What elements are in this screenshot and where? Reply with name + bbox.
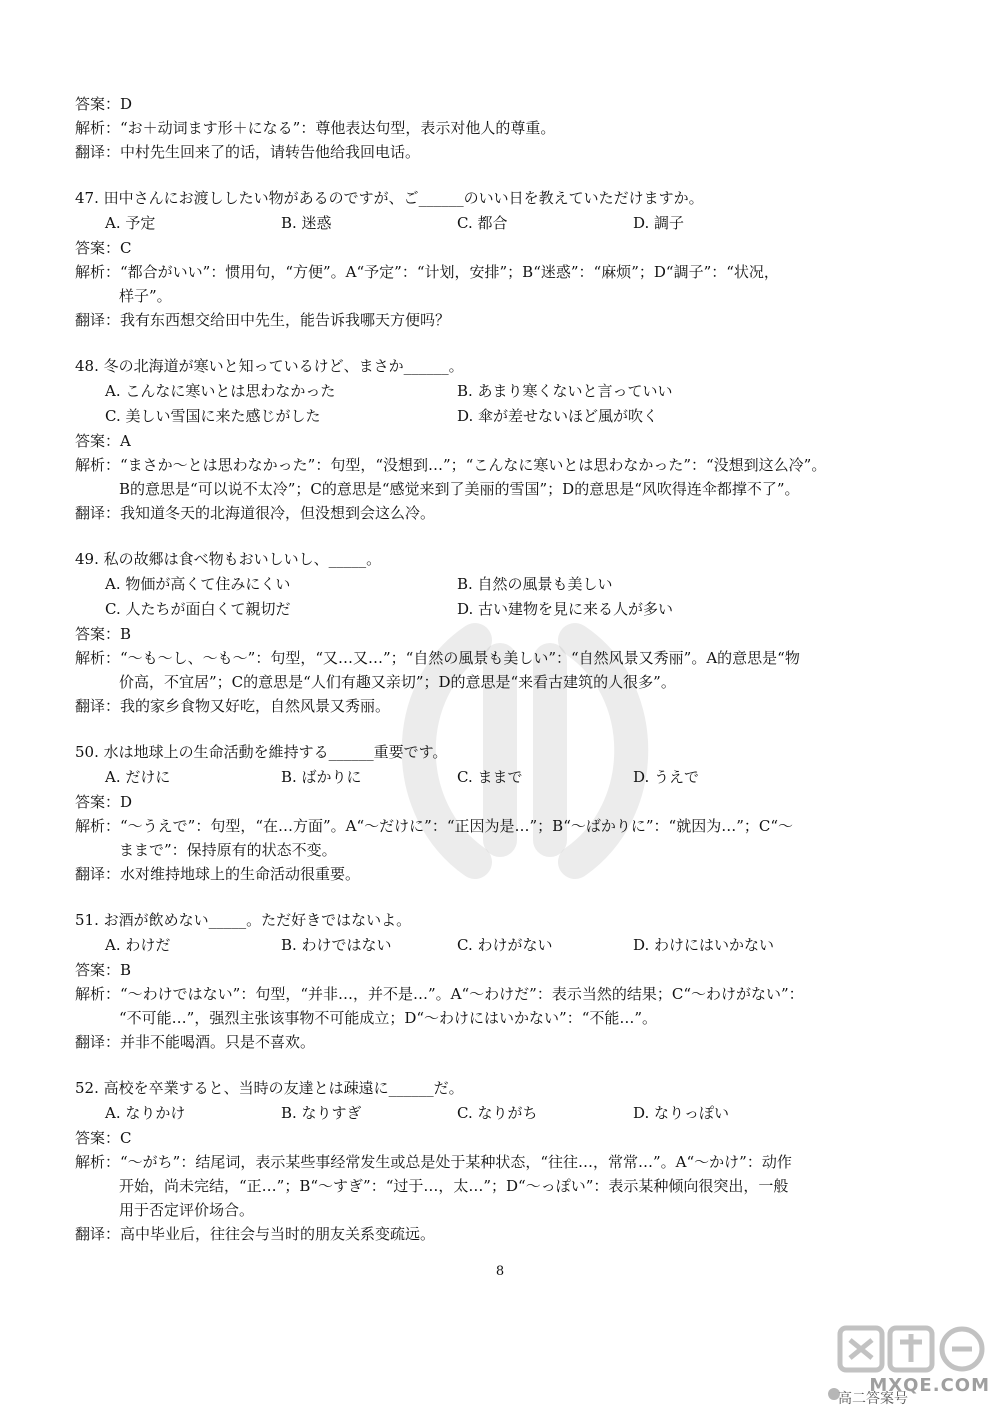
options-row: [75, 211, 935, 236]
answer-line: 答案：A: [75, 432, 131, 450]
translation-line: 翻译：我知道冬天的北海道很冷，但没想到会这么冷。: [75, 504, 436, 522]
option-item: B. 自然の風景も美しい: [457, 575, 613, 593]
explanation-line: 解析：“都合がいい”：惯用句，“方便”。A“予定”：“计划，安排”；B“迷惑”：“麻烦”；D“調子”：“状况，: [75, 263, 779, 281]
question-stem: 47. 田中さんにお渡ししたい物があるのですが、ご______のいい日を教えていただけますか。: [75, 189, 704, 207]
option-item: A. なりかけ: [105, 1104, 186, 1122]
explanation-line: 解析：“～がち”：结尾词，表示某些事经常发生或总是处于某种状态，“往往…，常常…”。A“～かけ”：动作: [75, 1153, 792, 1171]
question-block: [75, 908, 935, 1054]
option-item: D. うえで: [633, 768, 700, 786]
option-item: A. 物価が高くて住みにくい: [105, 575, 291, 593]
answer-line: 答案：B: [75, 625, 132, 643]
option-item: C. 美しい雪国に来た感じがした: [105, 407, 321, 425]
option-item: D. わけにはいかない: [633, 936, 775, 954]
explanation-line: 用于否定评价场合。: [119, 1201, 255, 1219]
explanation-line: 解析：“まさか～とは思わなかった”：句型，“没想到…”；“こんなに寒いとは思わなかった”：“没想到这么冷”。: [75, 456, 827, 474]
question-list: [75, 186, 935, 1246]
options-row: [75, 933, 935, 958]
question-block: [75, 1076, 935, 1246]
options-row: [75, 404, 935, 429]
option-item: A. だけに: [105, 768, 171, 786]
question-stem: 51. お酒が飲めない_____。ただ好きではないよ。: [75, 911, 412, 929]
answer-line: 答案：D: [75, 793, 133, 811]
option-item: B. ばかりに: [281, 768, 362, 786]
translation-line: 翻译：水对维持地球上的生命活动很重要。: [75, 865, 361, 883]
option-item: D. 古い建物を見に来る人が多い: [457, 600, 674, 618]
question-stem: 50. 水は地球上の生命活動を維持する______重要です。: [75, 743, 448, 761]
translation-line: 翻译：高中毕业后，往往会与当时的朋友关系变疏远。: [75, 1225, 436, 1243]
option-item: A. 予定: [105, 214, 156, 232]
option-item: C. わけがない: [457, 936, 553, 954]
option-item: C. ままで: [457, 768, 523, 786]
answer-line: 答案：D: [75, 95, 133, 113]
translation-line: 翻译：我有东西想交给田中先生，能告诉我哪天方便吗？: [75, 311, 451, 329]
option-item: A. こんなに寒いとは思わなかった: [105, 382, 336, 400]
explanation-line: 解析：“お＋动词ます形＋になる”：尊他表达句型，表示对他人的尊重。: [75, 119, 556, 137]
explanation-line: 价高，不宜居”；C的意思是“人们有趣又亲切”；D的意思是“来看古建筑的人很多”。: [119, 673, 676, 691]
option-item: D. なりっぽい: [633, 1104, 730, 1122]
intro-block: [75, 92, 935, 164]
options-row: [75, 379, 935, 404]
page-number: 8: [495, 1264, 505, 1279]
question-block: [75, 354, 935, 525]
answer-content: [75, 92, 935, 1268]
option-item: C. 人たちが面白くて親切だ: [105, 600, 291, 618]
explanation-line: “不可能…”，强烈主张该事物不可能成立；D“～わけにはいかない”：“不能…”。: [119, 1009, 658, 1027]
answer-line: 答案：C: [75, 1129, 132, 1147]
translation-line: 翻译：我的家乡食物又好吃，自然风景又秀丽。: [75, 697, 391, 715]
option-item: D. 傘が差せないほど風が吹く: [457, 407, 659, 425]
options-row: [75, 765, 935, 790]
option-item: C. なりがち: [457, 1104, 538, 1122]
option-item: B. 迷惑: [281, 214, 332, 232]
translation-line: 翻译：并非不能喝酒。只是不喜欢。: [75, 1033, 316, 1051]
option-item: B. あまり寒くないと言っていい: [457, 382, 673, 400]
question-stem: 48. 冬の北海道が寒いと知っているけど、まさか______。: [75, 357, 464, 375]
answer-line: 答案：B: [75, 961, 132, 979]
question-block: [75, 547, 935, 718]
translation-line: 翻译：中村先生回来了的话，请转告他给我回电话。: [75, 143, 421, 161]
option-item: A. わけだ: [105, 936, 171, 954]
option-item: D. 調子: [633, 214, 685, 232]
option-item: C. 都合: [457, 214, 508, 232]
options-row: [75, 572, 935, 597]
explanation-line: 解析：“～も～し、～も～”：句型，“又…又…”；“自然の風景も美しい”：“自然风景又秀丽”。A的意思是“物: [75, 649, 800, 667]
question-stem: 49. 私の故郷は食べ物もおいしいし、_____。: [75, 550, 382, 568]
explanation-line: 解析：“～わけではない”：句型，“并非…，并不是…”。A“～わけだ”：表示当然的结果；C“～わけがない”：: [75, 985, 804, 1003]
explanation-line: 开始，尚未完结，“正…”；B“～すぎ”：“过于…，太…”；D“～っぽい”：表示某种倾向很突出，一般: [119, 1177, 789, 1195]
option-item: B. わけではない: [281, 936, 392, 954]
question-block: [75, 186, 935, 332]
footer-site-text: MXQE.COM: [869, 1375, 990, 1396]
footer-brand-text: 高二答案号: [838, 1391, 908, 1407]
answer-line: 答案：C: [75, 239, 132, 257]
explanation-line: ままで”：保持原有的状态不变。: [119, 841, 337, 859]
explanation-line: 样子”。: [119, 287, 172, 305]
question-stem: 52. 高校を卒業すると、当時の友達とは疎遠に______だ。: [75, 1079, 464, 1097]
options-row: [75, 1101, 935, 1126]
option-item: B. なりすぎ: [281, 1104, 362, 1122]
explanation-line: 解析：“～うえで”：句型，“在…方面”。A“～だけに”：“正因为是…”；B“～ばかりに”：“就因为…”；C“～: [75, 817, 794, 835]
explanation-line: B的意思是“可以说不太冷”；C的意思是“感觉来到了美丽的雪国”；D的意思是“风吹得连伞都撑不了”。: [119, 480, 800, 498]
question-block: [75, 740, 935, 886]
options-row: [75, 597, 935, 622]
